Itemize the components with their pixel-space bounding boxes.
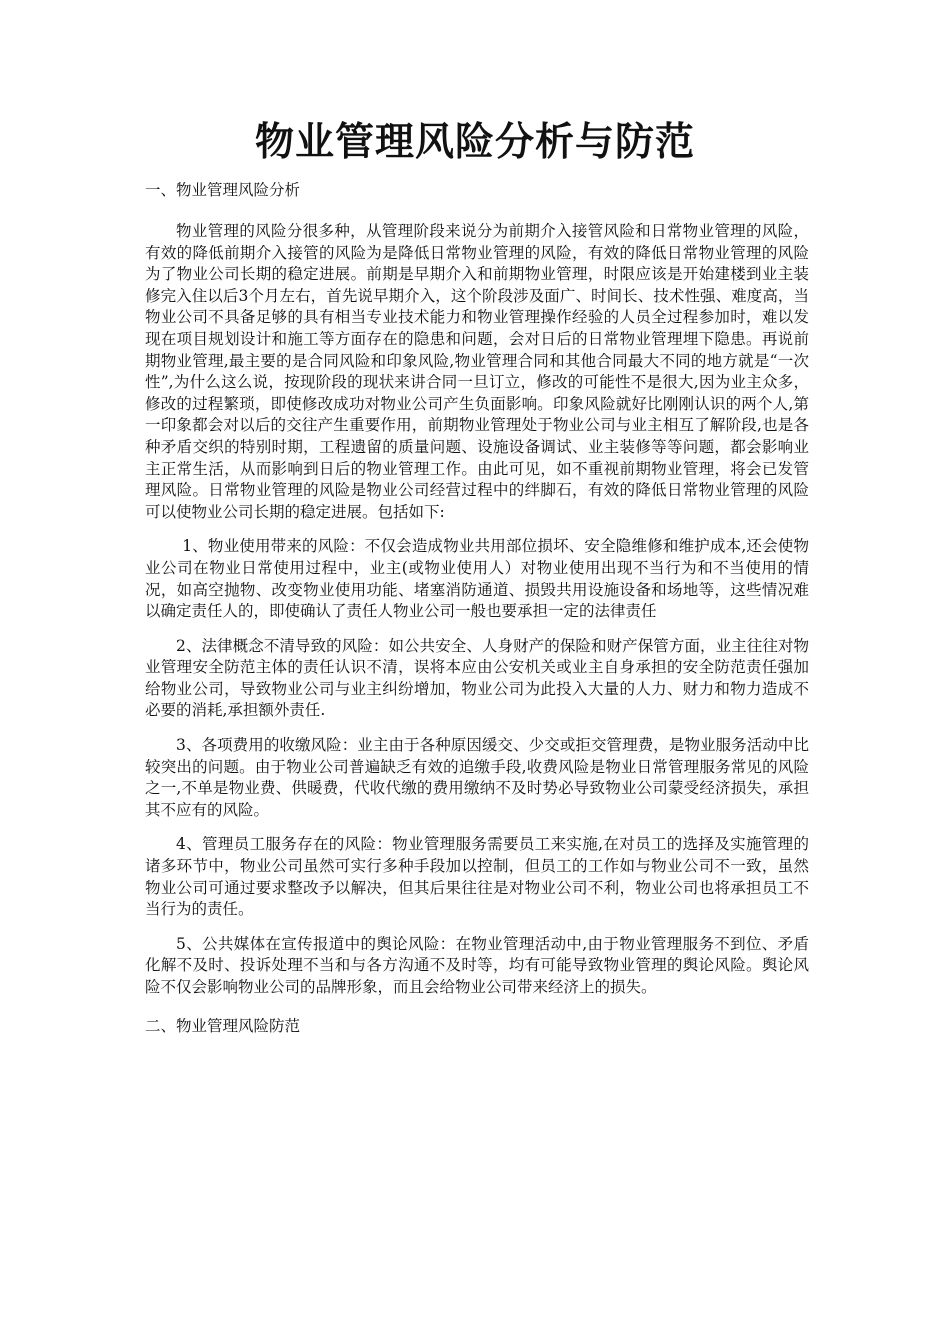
- section-heading-prevention: 二、物业管理风险防范: [145, 1016, 301, 1035]
- intro-paragraph: 物业管理的风险分很多种，从管理阶段来说分为前期介入接管风险和日常物业管理的风险，有效的降低前期介入接管的风险为是降低日常物业管理的风险，有效的降低日常物业管理的风险为了物业公司长期的稳定进展。前期是早期介入和前期物业管理，时限应该是开始建楼到业主装修完入住以后3个月左右，首先说早期介入，这个阶段涉及面广、时间长、技术性强、难度高，当物业公司不具备足够的具有相当专业技术能力和物业管理操作经验的人员全过程参加时，难以发现在项目规划设计和施工等方面存在的隐患和问题，会对日后的日常物业管理埋下隐患。再说前期物业管理,最主要的是合同风险和印象风险,物业管理合同和其他合同最大不同的地方就是“一次性”,为什么这么说，按现阶段的现状来讲合同一旦订立，修改的可能性不是很大,因为业主众多，修改的过程繁琐，即使修改成功对物业公司产生负面影响。印象风险就好比刚刚认识的两个人,第一印象都会对以后的交往产生重要作用，前期物业管理处于物业公司与业主相互了解阶段,也是各种矛盾交织的特别时期，工程遗留的质量问题、设施设备调试、业主装修等等问题，都会影响业主正常生活，从而影响到日后的物业管理工作。由此可见，如不重视前期物业管理，将会已发管理风险。日常物业管理的风险是物业公司经营过程中的绊脚石，有效的降低日常物业管理的风险可以使物业公司长期的稳定进展。包括如下:: [145, 222, 809, 521]
- risk-item-1: 1、物业使用带来的风险：不仅会造成物业共用部位损坏、安全隐维修和维护成本,还会使物业公司在物业日常使用过程中，业主(或物业使用人）对物业使用出现不当行为和不当使用的情况，如高空抛物、改变物业使用功能、堵塞消防通道、损毁共用设施设备和场地等，这些情况难以确定责任人的，即使确认了责任人物业公司一般也要承担一定的法律责任: [145, 537, 809, 621]
- risk-item-5: 5、公共媒体在宣传报道中的舆论风险：在物业管理活动中,由于物业管理服务不到位、矛盾化解不及时、投诉处理不当和与各方沟通不及时等，均有可能导致物业管理的舆论风险。舆论风险不仅会影响物业公司的品牌形象，而且会给物业公司带来经济上的损失。: [145, 934, 809, 996]
- risk-item-3: 3、各项费用的收缴风险：业主由于各种原因缓交、少交或拒交管理费，是物业服务活动中比较突出的问题。由于物业公司普遍缺乏有效的追缴手段,收费风险是物业日常管理服务常见的风险之一,不单是物业费、供暖费，代收代缴的费用缴纳不及时势必导致物业公司蒙受经济损失，承担其不应有的风险。: [145, 736, 809, 819]
- risk-item-4: 4、管理员工服务存在的风险：物业管理服务需要员工来实施,在对员工的选择及实施管理的诸多环节中，物业公司虽然可实行多种手段加以控制，但员工的工作如与物业公司不一致，虽然物业公司可通过要求整改予以解决，但其后果往往是对物业公司不利，物业公司也将承担员工不当行为的责任。: [145, 835, 809, 919]
- document-title: 物业管理风险分析与防范: [254, 120, 695, 165]
- risk-item-2: 2、法律概念不清导致的风险：如公共安全、人身财产的保险和财产保管方面，业主往往对物业管理安全防范主体的责任认识不清，误将本应由公安机关或业主自身承担的安全防范责任强加给物业公司，导致物业公司与业主纠纷增加，物业公司为此投入大量的人力、财力和物力造成不必要的消耗,承担额外责任.: [145, 636, 809, 720]
- section-heading-analysis: 一、物业管理风险分析: [145, 181, 301, 199]
- document-body: [145, 178, 809, 1051]
